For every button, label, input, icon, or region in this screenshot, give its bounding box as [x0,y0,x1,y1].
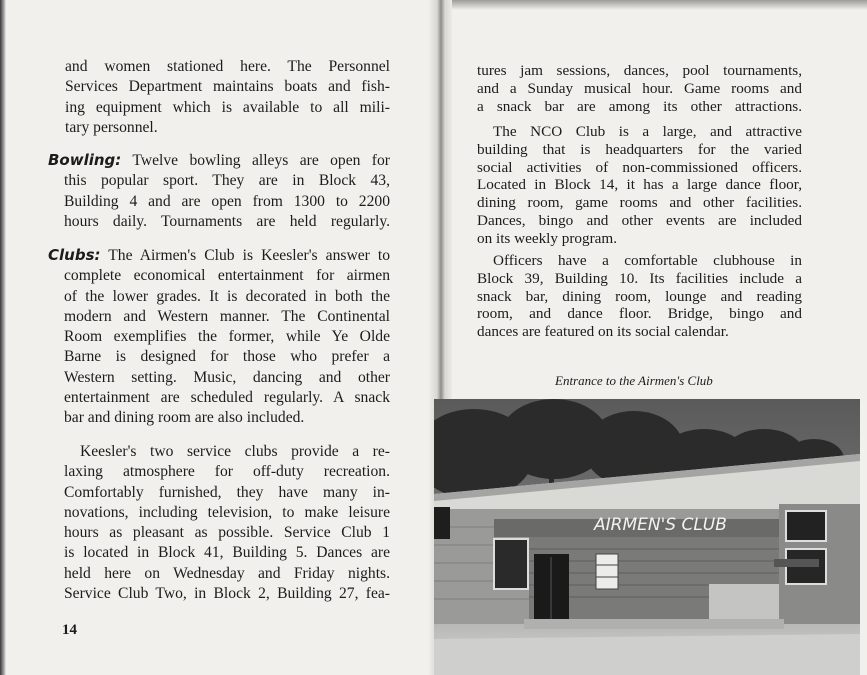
text-line: is located in Block 41, Building 5. Dances are [64,544,390,562]
text-line: Building 4 and are open from 1300 to 2200 [64,192,390,210]
text-line: on its weekly program. [477,229,618,247]
text-line: The Airmen's Club is Keesler's answer to [108,247,390,264]
text-line: hours as pleasant as possible. Service Club 1 [64,524,390,542]
text-line: Keesler's two service clubs provide a re- [80,443,390,460]
text-line: Located in Block 14, it has a large dance floor, [477,176,802,194]
text-line: complete economical entertainment for airmen [64,267,390,285]
text-line: social activities of non-commissioned officers. [477,158,802,176]
text-line: Barne is designed for those who prefer a [64,348,390,366]
text-line: ing equipment which is available to all mili- [65,98,390,116]
bowling-paragraph [48,150,390,232]
right-paragraph-continued [477,62,802,115]
text-line: room, and dance floor. Bridge, bingo and [477,305,802,323]
service-clubs-paragraph [64,442,390,604]
photo-caption: Entrance to the Airmen's Club [555,373,713,388]
text-line: laxing atmosphere for off-duty recreation. [64,463,390,481]
text-line: dances are featured on its social calendar. [477,323,729,341]
text-line: Twelve bowling alleys are open for [132,152,390,169]
text-line: tures jam sessions, dances, pool tournaments, [477,62,802,79]
text-line: The NCO Club is a large, and attractive [493,123,802,140]
photo-sign: AIRMEN'S CLUB [594,515,727,535]
text-line: novations, including television, to make leisure [64,503,390,521]
text-line: Officers have a comfortable clubhouse in [493,252,802,269]
text-line: held here on Wednesday and Friday nights. [64,564,390,582]
bowling-heading: Bowling: [48,151,122,169]
text-line: Block 39, Building 10. Its facilities include a [477,269,802,287]
text-line: modern and Western manner. The Continental [64,307,390,325]
clubs-heading: Clubs: [48,246,101,264]
text-line: tary personnel. [65,118,158,136]
airmens-club-photo [434,399,860,675]
text-line: Comfortably furnished, they have many in- [64,483,390,501]
text-line: Services Department maintains boats and fish- [65,78,390,96]
text-line: a snack bar are among its other attractions. [477,97,802,115]
text-line: bar and dining room are also included. [64,409,305,427]
text-line: Room exemplifies the former, while Ye Olde [64,328,390,346]
text-line: and women stationed here. The Personnel [65,58,390,75]
clubs-paragraph [48,245,390,429]
text-line: Service Club Two, in Block 2, Building 27, fea- [64,585,390,603]
text-line: this popular sport. They are in Block 43, [64,172,390,190]
nco-club-paragraph [477,123,802,248]
page-shadow [452,0,867,10]
text-line: of the lower grades. It is decorated in both the [64,287,390,305]
text-line: snack bar, dining room, lounge and reading [477,287,802,305]
text-line: entertainment are scheduled regularly. A snack [64,389,390,407]
text-line: Dances, bingo and other events are included [477,211,802,229]
text-line: dining room, game rooms and other facilities. [477,194,802,212]
text-line: building that is headquarters for the varied [477,140,802,158]
page-number: 14 [62,622,77,638]
text-line: Western setting. Music, dancing and other [64,368,390,386]
left-paragraph-personnel [65,57,390,138]
text-line: hours daily. Tournaments are held regularly. [64,212,390,230]
text-line: and a Sunday musical hour. Game rooms and [477,79,802,97]
officers-club-paragraph [477,252,802,341]
